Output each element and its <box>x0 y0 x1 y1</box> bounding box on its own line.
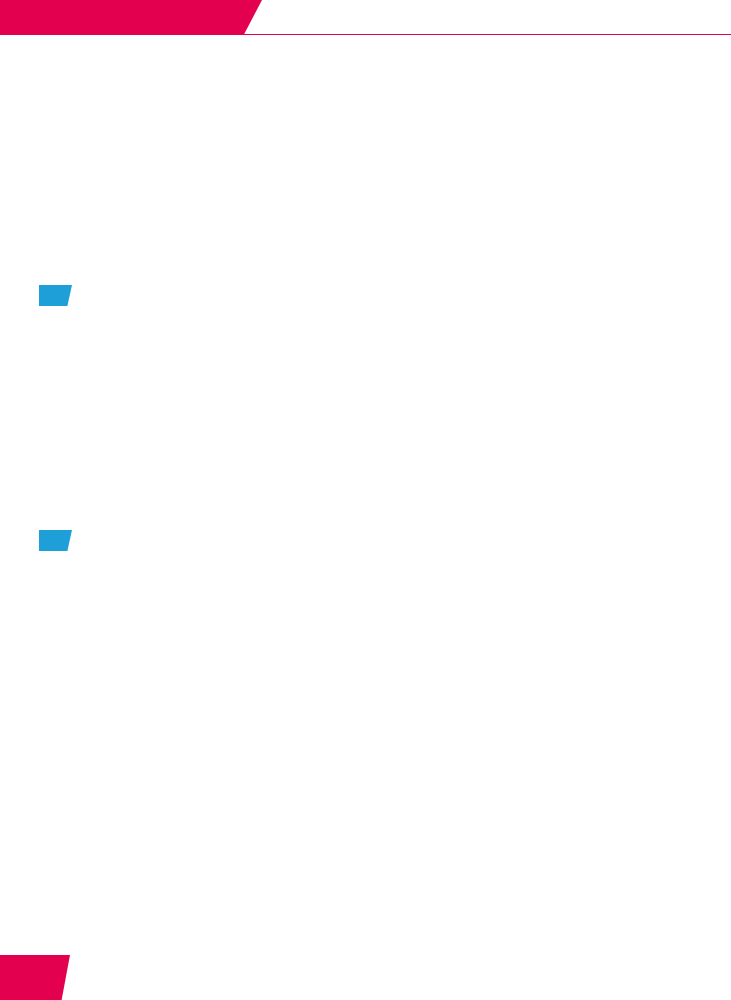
exercise-10-badge <box>39 530 72 551</box>
header-rule <box>0 34 731 35</box>
exercise-9-badge <box>39 285 72 306</box>
exercise-10-example <box>48 557 54 573</box>
page-number-box <box>0 955 70 1000</box>
chapter-header-band <box>0 0 262 35</box>
